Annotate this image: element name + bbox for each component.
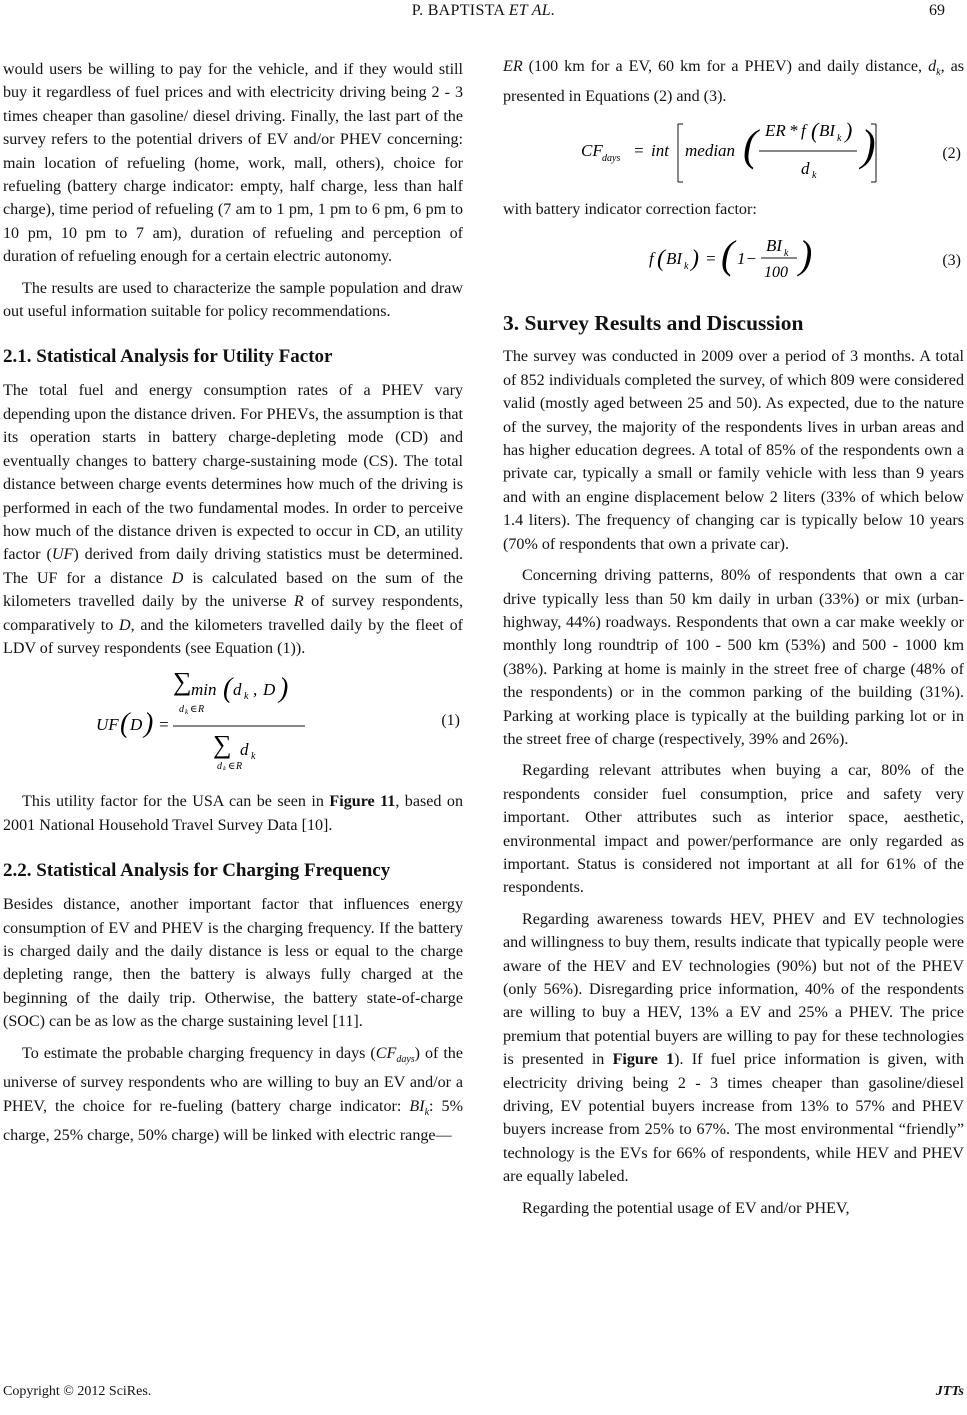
section-heading-2-2: 2.2. Statistical Analysis for Charging Frequency: [3, 860, 391, 882]
paragraph: The survey was conducted in 2009 over a period of 3 months. A total of 852 individuals completed the survey, of which 809 were considered valid (mostly aged between 25 and 50). As expected, due to the nature of the survey, the majority of the respondents lives in urban areas and has higher education degrees. A total of 85% of the respondents own a private car, typically a small or family vehicle with less than 9 years and with an engine displacement below 2 liters (33% of which below 1.4 liters). The frequency of changing car is typically below 10 years (70% of respondents that own a private car).: [503, 348, 964, 553]
svg-text:*: *: [789, 121, 798, 141]
svg-text:1−: 1−: [737, 249, 757, 269]
svg-text:(: (: [120, 708, 130, 740]
svg-text:k: k: [837, 133, 842, 145]
svg-text:min: min: [191, 680, 217, 700]
section-heading-2-1: 2.1. Statistical Analysis for Utility Factor: [3, 346, 333, 368]
paragraph: Regarding the potential usage of EV and/or PHEV,: [522, 1199, 850, 1217]
svg-text:median: median: [685, 141, 736, 161]
paragraph: To estimate the probable charging frequency in days $(CF_{days})$ of the universe of survey respondents who are willing to buy an EV and/or a PHEV, the choice for re-fueling (battery charge indicator: $BI_k$: 5% charge, 25% charge, 50% charge) will be linked with electric range—: [3, 1044, 464, 1145]
svg-text:): ): [691, 246, 699, 273]
svg-text:BI: BI: [819, 121, 836, 141]
svg-text:d: d: [233, 680, 242, 700]
paragraph: The results are used to characterize the sample population and draw out useful information suitable for policy recommendations.: [3, 279, 463, 321]
svg-text:BI: BI: [766, 236, 783, 256]
journal-name: JTTs: [935, 1384, 964, 1399]
svg-text:f: f: [649, 249, 654, 269]
svg-text:,: ,: [253, 680, 258, 700]
copyright-notice: Copyright © 2012 SciRes.: [3, 1384, 152, 1399]
svg-text:(: (: [811, 118, 819, 144]
equation-1-formula: [83, 670, 483, 770]
svg-text:(: (: [721, 232, 735, 278]
svg-text:k: k: [812, 170, 817, 182]
svg-text:CF: CF: [581, 141, 603, 161]
equation-1: [3, 670, 463, 770]
svg-text:d: d: [240, 740, 249, 760]
svg-text:UF: UF: [96, 715, 119, 735]
section-heading-3: 3. Survey Results and Discussion: [503, 311, 804, 336]
paragraph: ER (100 km for a EV, 60 km for a PHEV) and daily distance, $d_k$, as presented in Equations (2) and (3).: [503, 58, 965, 105]
paragraph: with battery indicator correction factor:: [503, 201, 757, 219]
paragraph: Regarding relevant attributes when buying a car, 80% of the respondents consider fuel consumption, price and safety very important. Other attributes such as interior space, aesthetic, environmental impact and power/performance are only regarded as important. Status is considered not important at all for 61% of the respondents.: [503, 762, 964, 897]
paragraph: Besides distance, another important factor that influences energy consumption of EV and PHEV is the charging frequency. If the battery is charged daily and the daily distance is less or equal to the charge depleting range, then the battery is always fully charged at the beginning of the daily trip. Otherwise, the battery state-of-charge (SOC) can be as low as the charge sustaining level [11].: [3, 896, 463, 1031]
equation-3-number: (3): [942, 252, 961, 270]
left-column: [3, 58, 463, 1148]
svg-text:): ): [845, 118, 853, 144]
svg-text:): ): [799, 232, 813, 278]
svg-text:∈: ∈: [190, 704, 198, 716]
svg-text:k: k: [244, 691, 249, 703]
svg-text:=: =: [158, 715, 170, 735]
svg-text:f: f: [801, 121, 806, 141]
equation-2: [503, 116, 964, 186]
svg-text:k: k: [684, 261, 689, 273]
svg-text:d: d: [801, 159, 810, 179]
equation-2-formula: [523, 116, 903, 186]
equation-2-number: (2): [942, 145, 961, 163]
svg-text:k: k: [784, 248, 789, 260]
svg-text:R: R: [198, 704, 205, 716]
svg-text:BI: BI: [666, 249, 683, 269]
running-title: [0, 2, 967, 20]
paragraph: would users be willing to pay for the vehicle, and if they would still buy it regardless of fuel prices and with electricity driving being 2 - 3 times cheaper than gasoline/ diesel driving. Finally, the last part of the survey refers to the potential drivers of EV and/or PHEV concerning: main location of refueling (home, work, mall, others), choice for refueling (battery charge indicator: empty, half charge, less than half charge), time period of refueling (7 am to 1 pm, 1 pm to 6 pm, 6 pm to 10 pm, 10 pm to 7 am), duration of refueling and perception of duration of refueling enough for a certain electric autonomy.: [3, 61, 463, 266]
figure-11-link[interactable]: Figure 11: [329, 793, 396, 811]
equation-3-formula: [523, 229, 903, 287]
svg-text:k: k: [185, 708, 189, 717]
svg-text:=: =: [633, 141, 645, 161]
svg-text:(: (: [743, 121, 758, 171]
svg-text:D: D: [263, 680, 276, 700]
svg-text:ER: ER: [765, 121, 786, 141]
svg-text:days: days: [602, 153, 621, 165]
running-et-al: ET AL.: [508, 2, 556, 19]
right-column: [503, 55, 964, 1220]
paragraph: This utility factor for the USA can be seen in Figure 11, based on 2001 National Household Travel Survey Data [10].: [3, 793, 463, 834]
equation-3: [503, 229, 964, 287]
running-authors: P. BAPTISTA: [411, 2, 505, 19]
page-header: [0, 2, 967, 24]
paragraph: The total fuel and energy consumption rates of a PHEV vary depending upon the distance driven. For PHEVs, the assumption is that its operation starts in battery charge-depleting mode (CD) and eventually changes to battery charge-sustaining mode (CS). The total distance between charge events determines how much of the driving is performed in each of the two fundamental modes. In order to perceive how much of the distance driven is expected to occur in CD, an utility factor (UF) derived from daily driving statistics must be determined. The UF for a distance D is calculated based on the sum of the kilometers travelled daily by the universe R of survey respondents, comparatively to D, and the kilometers travelled daily by the fleet of LDV of survey respondents (see Equation (1)).: [3, 382, 464, 657]
svg-text:k: k: [223, 765, 227, 771]
svg-text:): ): [861, 121, 876, 171]
svg-text:(: (: [657, 246, 665, 273]
svg-text:100: 100: [764, 264, 788, 282]
svg-text:∈: ∈: [228, 761, 236, 771]
svg-text:∑: ∑: [173, 670, 192, 697]
svg-text:int: int: [651, 141, 669, 161]
figure-1-link[interactable]: Figure 1: [612, 1051, 675, 1069]
svg-text:): ): [144, 708, 154, 740]
svg-text:D: D: [130, 715, 143, 735]
svg-text:k: k: [251, 751, 256, 763]
svg-text:d: d: [217, 761, 222, 771]
paragraph: Regarding awareness towards HEV, PHEV and EV technologies and willingness to buy them, results indicate that typically people were aware of the HEV and EV technologies (90%) but not of the PHEV (only 56%). Disregarding price information, 40% of the respondents are willing to buy a HEV, 13% a EV and 25% a PHEV. The price premium that potential buyers are willing to pay for these technologies is presented in Figure 1). If fuel price information is given, with electricity driving being 2 - 3 times cheaper than gasoline/diesel driving, EV potential buyers increase from 13% to 57% and PHEV buyers increase from 25% to 67%. The most environmental “friendly” technology is the EVs for 66% of respondents, while HEV and PHEV are equally labeled.: [503, 910, 964, 1186]
svg-text:(: (: [223, 673, 233, 705]
svg-text:∑: ∑: [213, 730, 232, 760]
svg-text:R: R: [236, 761, 243, 771]
page-number: 69: [929, 2, 945, 19]
svg-text:): ): [279, 673, 289, 705]
paragraph: Concerning driving patterns, 80% of respondents that own a car drive typically less than 50 km daily in urban (33%) or mix (urban-highway, 44%) roadways. Respondents that own a car make weekly or monthly long roundtrip of 100 - 500 km (53%) and 500 - 1000 km (38%). Parking at home is mainly in the street free of charge (48% of the respondents) or in the common parking of the building (31%). Parking at working place is typically at the building parking lot or in the street free of charge (respectively, 39% and 26%).: [503, 567, 964, 748]
svg-text:=: =: [705, 249, 717, 269]
svg-text:d: d: [179, 704, 184, 716]
equation-1-number: (1): [441, 712, 460, 730]
